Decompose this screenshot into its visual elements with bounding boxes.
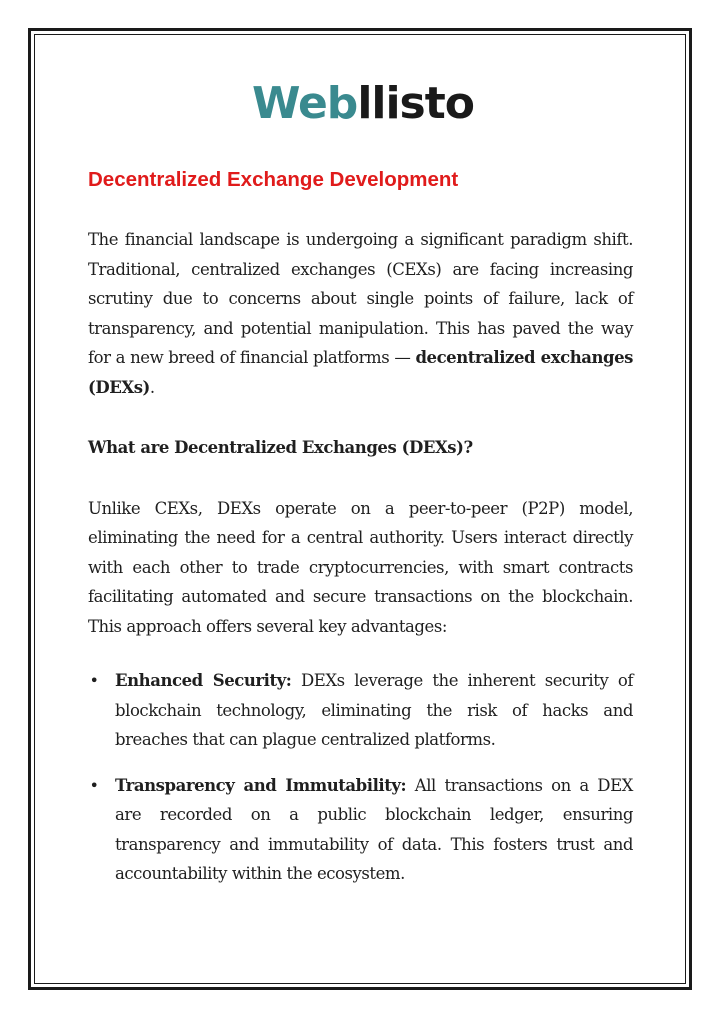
intro-text: The financial landscape is undergoing a significant paradigm shift. Traditional, centralized exchanges (CEXs) are facing increasing scrutiny due to concerns about single points of failure, lack of transparency, and potential manipulation. This has paved the way for a new breed of financial platforms —	[88, 230, 633, 367]
logo-part-llisto: llisto	[357, 78, 475, 129]
bullet-icon: •	[89, 671, 99, 690]
weblisto-logo	[252, 78, 474, 130]
document-body	[88, 160, 633, 905]
advantage-text: All transactions on a DEX are recorded on a public blockchain ledger, ensuring transparency and immutability of data. This fosters trust and accountability within the ecosystem.	[115, 775, 633, 883]
intro-end: .	[149, 377, 155, 397]
bullet-icon: •	[89, 775, 99, 795]
section-heading: What are Decentralized Exchanges (DEXs)?	[88, 438, 473, 457]
intro-paragraph	[88, 225, 633, 402]
intro-bold-term: decentralized exchanges (DEXs)	[88, 348, 634, 397]
logo-part-web: Web	[252, 78, 358, 129]
section-paragraph: Unlike CEXs, DEXs operate on a peer-to-peer (P2P) model, eliminating the need for a central authority. Users interact directly with each other to trade cryptocurrencies, with smart contracts facilitating automated and secure transactions on the blockchain. This approach offers several key advantages:	[88, 498, 633, 636]
document-title: Decentralized Exchange Development	[88, 168, 459, 191]
advantages-list	[88, 666, 633, 889]
advantage-title: Transparency and Immutability:	[115, 775, 407, 795]
advantage-title: Enhanced Security:	[115, 671, 292, 690]
advantage-text: DEXs leverage the inherent security of blockchain technology, eliminating the risk of hacks and breaches that can plague centralized platforms.	[115, 671, 633, 749]
list-item	[88, 771, 633, 889]
list-item	[88, 666, 633, 755]
